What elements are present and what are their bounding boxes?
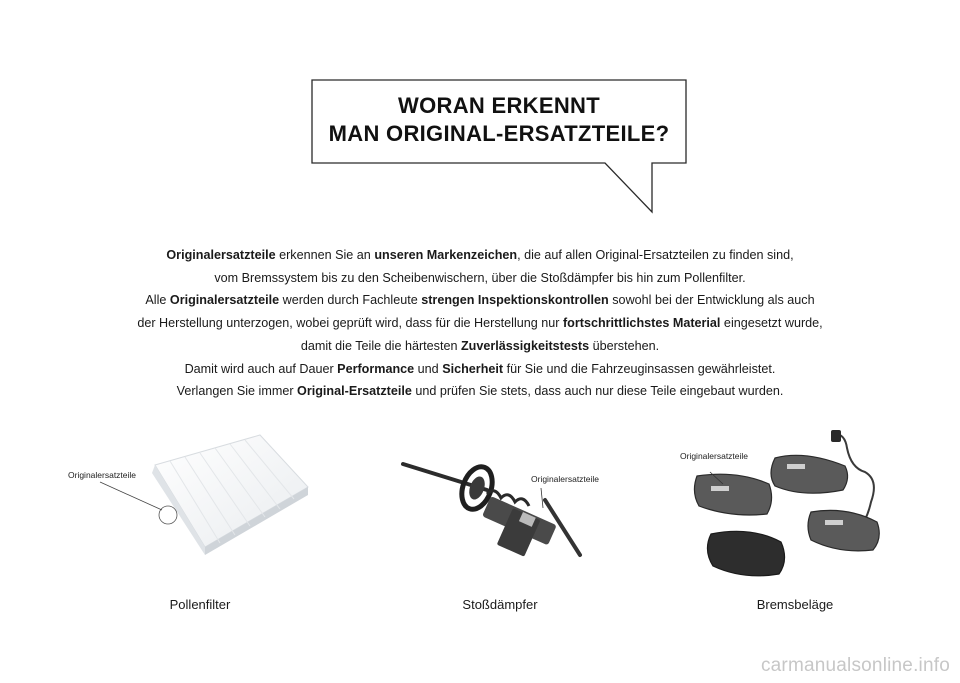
paragraph-line: Originalersatzteile erkennen Sie an unseren Markenzeichen, die auf allen Original-Ersatzteilen zu finden sind, (166, 248, 794, 262)
paragraph-line: Verlangen Sie immer Original-Ersatzteile und prüfen Sie stets, dass auch nur diese Teile eingebaut wurden. (176, 384, 784, 399)
callout-title-line2: MAN ORIGINAL-ERSATZTEILE? (328, 121, 670, 146)
intro-paragraph (80, 244, 880, 403)
brake-pads-tag: Originalersatzteile (680, 451, 749, 461)
paragraph-line: vom Bremssystem bis zu den Scheibenwischern, über die Stoßdämpfer bis hin zum Pollenfilter. (214, 270, 746, 285)
watermark-text: carmanualsonline.info (760, 655, 950, 676)
pollen-filter-tag: Originalersatzteile (68, 470, 137, 480)
pollen-filter-caption: Pollenfilter (169, 597, 231, 612)
shock-absorber-tag: Originalersatzteile (531, 474, 600, 484)
callout-title-line1: WORAN ERKENNT (398, 93, 600, 118)
brake-pads-caption: Bremsbeläge (756, 597, 834, 612)
callout-title (312, 92, 686, 148)
pollen-filter-image (60, 425, 330, 565)
paragraph-line: damit die Teile die härtesten Zuverlässigkeitstests überstehen. (300, 338, 660, 353)
paragraph-line: Alle Originalersatzteile werden durch Fachleute strengen Inspektionskontrollen sowohl bei der Entwicklung als auch (145, 293, 815, 308)
shock-absorber-image (395, 450, 595, 570)
paragraph-line: der Herstellung unterzogen, wobei geprüft wird, dass für die Herstellung nur fortschrittlichstes Material eingesetzt wurde, (137, 316, 823, 331)
paragraph-line: Damit wird auch auf Dauer Performance und Sicherheit für Sie und die Fahrzeuginsassen gewährleistet. (184, 361, 776, 376)
shock-absorber-caption: Stoßdämpfer (462, 597, 538, 612)
